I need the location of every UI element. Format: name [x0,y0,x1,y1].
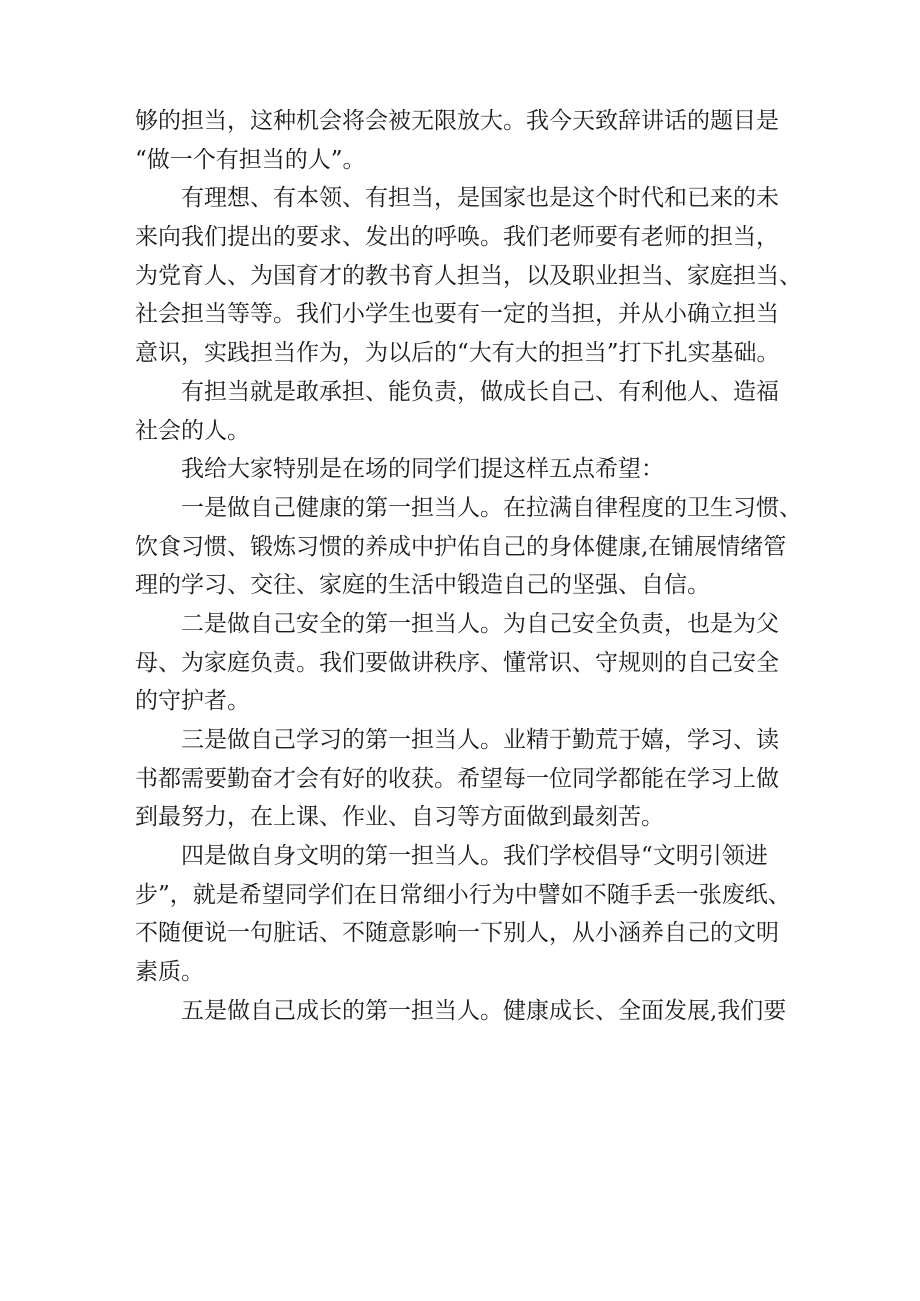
paragraph-line: 饮食习惯、锻炼习惯的养成中护佑自己的身体健康,在铺展情绪管 [135,533,787,560]
paragraph-first-line: 我给大家特别是在场的同学们提这样五点希望： [181,456,664,483]
paragraph-line: 素质。 [135,959,204,986]
paragraph-line: 为党育人、为国育才的教书育人担当，以及职业担当、家庭担当、 [135,262,802,289]
paragraph-line: 书都需要勤奋才会有好的收获。希望每一位同学都能在学习上做 [135,765,779,792]
paragraph-first-line: 五是做自己成长的第一担当人。健康成长、全面发展,我们要 [181,997,787,1024]
paragraph-line: “做一个有担当的人”。 [135,146,366,173]
paragraph-first-line: 二是做自己安全的第一担当人。为自己安全负责，也是为父 [181,610,779,637]
paragraph-line: 来向我们提出的要求、发出的呼唤。我们老师要有老师的担当， [135,224,779,251]
paragraph-line: 的守护者。 [135,688,250,715]
paragraph-line: 不随便说一句脏话、不随意影响一下别人，从小涵养自己的文明 [135,920,779,947]
paragraph-first-line: 一是做自己健康的第一担当人。在拉满自律程度的卫生习惯、 [181,494,802,521]
paragraph-line: 步”，就是希望同学们在日常细小行为中譬如不随手丢一张废纸、 [135,881,791,908]
paragraph-line: 够的担当，这种机会将会被无限放大。我今天致辞讲话的题目是 [135,108,779,134]
paragraph-first-line: 有担当就是敢承担、能负责，做成长自己、有利他人、造福 [181,378,779,405]
paragraph-line: 意识，实践担当作为，为以后的“大有大的担当”打下扎实基础。 [135,340,780,367]
paragraph-line: 到最努力，在上课、作业、自习等方面做到最刻苦。 [135,804,664,831]
document-body [135,102,805,1031]
paragraph-line: 理的学习、交往、家庭的生活中锻造自己的坚强、自信。 [135,572,710,599]
paragraph-first-line: 三是做自己学习的第一担当人。业精于勤荒于嬉，学习、读 [181,727,779,753]
paragraph-line: 母、为家庭负责。我们要做讲秩序、懂常识、守规则的自己安全 [135,649,779,676]
paragraph-line: 社会的人。 [135,417,250,444]
paragraph-first-line: 四是做自身文明的第一担当人。我们学校倡导“文明引领进 [181,843,768,870]
paragraph-first-line: 有理想、有本领、有担当，是国家也是这个时代和已来的未 [181,185,779,212]
paragraph-line: 社会担当等等。我们小学生也要有一定的当担，并从小确立担当 [135,301,779,328]
